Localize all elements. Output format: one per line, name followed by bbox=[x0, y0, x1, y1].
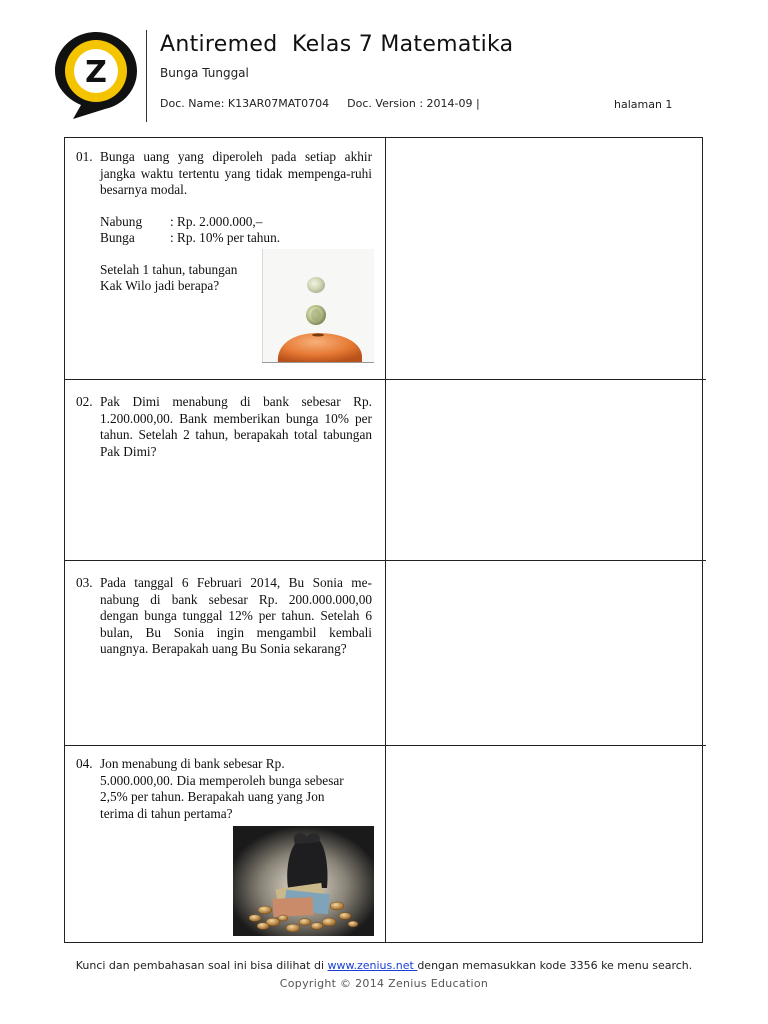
copyright: Copyright © 2014 Zenius Education bbox=[279, 977, 489, 990]
logo-letter: Z bbox=[85, 55, 107, 90]
question-02 bbox=[76, 394, 372, 460]
document-title: Antiremed Kelas 7 Matematika bbox=[160, 32, 514, 57]
footer-text: Kunci dan pembahasan soal ini bisa dilihat di bbox=[75, 959, 328, 972]
doc-name: Doc. Name: K13AR07MAT0704 bbox=[160, 97, 330, 110]
row-divider bbox=[64, 745, 706, 746]
piggy-bank-image bbox=[262, 249, 374, 363]
question-text: Jon menabung di bank sebesar Rp. 5.000.000,00. Dia memperoleh bunga sebesar 2,5% per tahun. Berapakah uang yang Jon terima di tahun pertama? bbox=[100, 756, 344, 821]
question-03 bbox=[76, 575, 372, 658]
document-subtitle: Bunga Tunggal bbox=[160, 66, 249, 80]
question-number: 04. bbox=[76, 756, 93, 771]
zenius-logo bbox=[53, 30, 139, 120]
money-bag-image bbox=[233, 826, 374, 936]
question-text: Pada tanggal 6 Februari 2014, Bu Sonia me-nabung di bank sebesar Rp. 200.000.000,00 dengan bunga tunggal 12% per tahun. Setelah 6 bulan, Bu Sonia ingin mengambil kembali uangnya. Berapakah uang Bu Sonia sekarang? bbox=[100, 575, 372, 656]
row-key: Bunga bbox=[100, 230, 135, 245]
zenius-link[interactable]: www.zenius.net bbox=[327, 959, 418, 972]
question-04 bbox=[76, 756, 372, 822]
row-divider bbox=[64, 560, 706, 561]
row-value: : Rp. 2.000.000,– bbox=[170, 213, 263, 229]
interest-row bbox=[100, 230, 372, 247]
page-number: halaman 1 bbox=[614, 98, 673, 111]
question-text: Pak Dimi menabung di bank sebesar Rp. 1.200.000,00. Bank memberikan bunga 10% per tahun. Setelah 2 tahun, berapakah total tabungan Pak Dimi? bbox=[100, 394, 372, 459]
row-key: Nabung bbox=[100, 213, 143, 229]
footer-text: dengan memasukkan kode 3356 ke menu search. bbox=[417, 959, 693, 972]
question-prompt: Setelah 1 tahun, tabungan Kak Wilo jadi berapa? bbox=[100, 261, 238, 293]
row-value: : Rp. 10% per tahun. bbox=[170, 230, 281, 245]
question-text: Bunga uang yang diperoleh pada setiap akhir jangka waktu tertentu yang tidak mempenga-ruhi besarnya modal. bbox=[100, 149, 372, 197]
column-divider bbox=[385, 137, 386, 943]
savings-row bbox=[100, 214, 372, 231]
footer-note bbox=[0, 959, 768, 972]
doc-version: Doc. Version : 2014-09 | bbox=[347, 97, 480, 110]
question-number: 01. bbox=[76, 149, 93, 164]
doc-info bbox=[160, 97, 498, 110]
header-divider bbox=[146, 30, 147, 122]
question-number: 02. bbox=[76, 394, 93, 409]
row-divider bbox=[64, 379, 706, 380]
question-number: 03. bbox=[76, 575, 93, 590]
